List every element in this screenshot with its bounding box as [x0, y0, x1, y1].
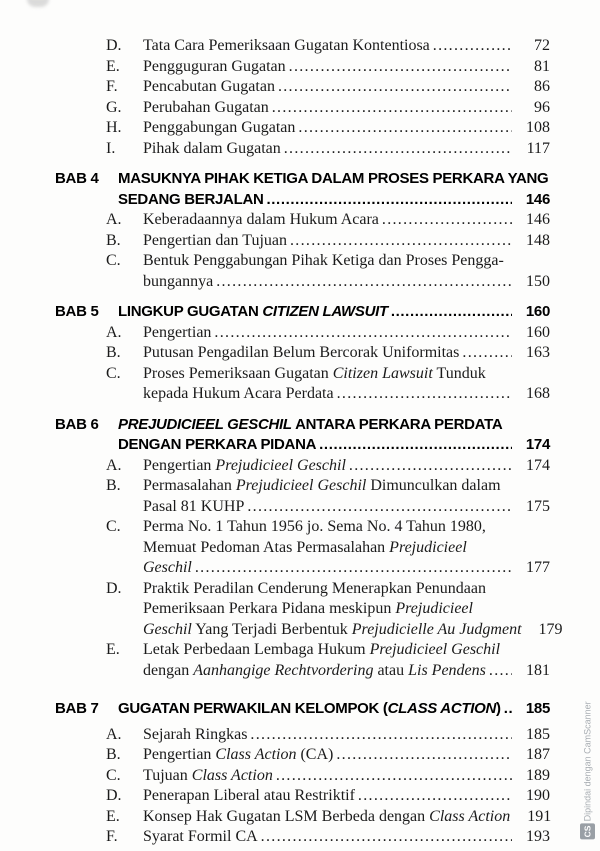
entry-letter: B.	[106, 477, 121, 494]
toc-entry-line	[0, 364, 600, 385]
page-number: 191	[527, 807, 552, 825]
page-number: 148	[526, 231, 550, 249]
page-number: 160	[526, 323, 550, 341]
entry-text: Letak Perbedaan Lembaga Hukum Prejudicieel Geschil	[143, 641, 501, 658]
toc-entry-line	[0, 272, 600, 293]
dotted-leader	[216, 272, 512, 293]
entry-text: Pengguguran Gugatan	[143, 57, 286, 75]
page-number: 179	[538, 620, 563, 638]
dotted-leader	[358, 786, 512, 807]
entry-text: Pengertian Class Action (CA)	[143, 746, 334, 763]
page-number: 81	[534, 57, 550, 75]
chapter-heading	[0, 302, 600, 323]
dotted-leader	[289, 57, 512, 78]
chapter-items	[0, 725, 600, 848]
entry-letter: A.	[106, 211, 122, 228]
dotted-leader	[382, 210, 512, 231]
chapter-items	[0, 210, 600, 292]
page-number: 185	[525, 700, 550, 717]
entry-text: Putusan Pengadilan Belum Bercorak Uniformitas	[143, 344, 460, 361]
dotted-leader	[267, 190, 512, 211]
entry-text: Pencabutan Gugatan	[143, 78, 275, 95]
entry-text: Perubahan Gugatan	[143, 98, 269, 116]
toc-entry-line	[0, 476, 600, 497]
chapter-heading-line	[0, 190, 600, 211]
entry-text: Pengertian Prejudicieel Geschil	[143, 456, 346, 474]
entry-letter: B.	[106, 344, 121, 361]
page-number: 160	[525, 303, 550, 320]
page-number: 185	[526, 725, 550, 743]
toc-entry-line	[0, 57, 600, 78]
entry-text: Perma No. 1 Tahun 1956 jo. Sema No. 4 Tahun 1980,	[143, 518, 486, 535]
page-number: 146	[525, 190, 550, 208]
entry-letter: D.	[106, 787, 122, 804]
entry-text: Pengertian dan Tujuan	[143, 231, 287, 249]
entry-text: Penerapan Liberal atau Restriktif	[143, 787, 355, 804]
entry-letter: G.	[106, 98, 122, 116]
entry-text: GUGATAN PERWAKILAN KELOMPOK (CLASS ACTION)	[118, 700, 501, 717]
toc-entry-line	[0, 599, 600, 620]
chapter-section	[0, 415, 600, 682]
page-number: 181	[526, 661, 550, 679]
dotted-leader	[336, 745, 512, 766]
toc-entry-line	[0, 538, 600, 559]
chapter-label: BAB 7	[55, 700, 99, 717]
chapter-heading-line	[0, 699, 600, 720]
toc-entry-line	[0, 456, 600, 477]
entry-letter: A.	[106, 725, 122, 743]
entry-letter: D.	[106, 37, 122, 54]
chapter-heading-line	[0, 435, 600, 456]
chapter-heading	[0, 699, 600, 720]
entry-text: DENGAN PERKARA PIDANA	[118, 436, 317, 453]
entry-text: dengan Aanhangige Rechtvordering atau Lis Pendens	[143, 661, 486, 679]
dotted-leader	[247, 497, 512, 518]
entry-text: Konsep Hak Gugatan LSM Berbeda dengan Class Action	[143, 807, 511, 825]
entry-letter: A.	[106, 323, 122, 341]
dotted-leader	[433, 36, 512, 57]
page-number: 150	[526, 272, 550, 290]
chapter-section	[0, 302, 600, 405]
toc-entry-line	[0, 118, 600, 139]
entry-text: Geschil	[143, 559, 192, 576]
page-number: 187	[526, 746, 550, 763]
chapter-label: BAB 4	[55, 170, 99, 187]
chapter-section	[0, 699, 600, 848]
dotted-leader	[319, 435, 512, 456]
entry-letter: B.	[106, 231, 121, 249]
entry-text: Syarat Formil CA	[143, 828, 258, 845]
camscanner-logo-icon: CS	[580, 823, 595, 839]
toc-item-group	[0, 36, 600, 159]
toc-entry-line	[0, 766, 600, 787]
dotted-leader	[278, 77, 512, 98]
entry-text: Memuat Pedoman Atas Permasalahan Prejudicieel	[143, 538, 467, 556]
chapter-items	[0, 456, 600, 682]
toc-entry-line	[0, 139, 600, 160]
page-number: 146	[526, 211, 550, 228]
chapter-section	[0, 169, 600, 292]
chapter-heading-line	[0, 302, 600, 323]
entry-text: Pemeriksaan Perkara Pidana meskipun Prejudicieel	[143, 600, 473, 617]
page-number: 174	[525, 436, 550, 453]
page-number: 86	[534, 78, 550, 95]
chapter-items	[0, 36, 600, 159]
toc-entry-line	[0, 807, 600, 828]
dotted-leader	[337, 384, 512, 405]
page-number: 163	[526, 344, 550, 361]
entry-text: Pengertian	[143, 323, 212, 341]
entry-letter: A.	[106, 456, 122, 474]
chapter-heading-line	[0, 169, 600, 190]
toc-entry-line	[0, 36, 600, 57]
entry-letter: C.	[106, 766, 121, 784]
entry-letter: E.	[106, 57, 120, 75]
camscanner-watermark-text: Dipindai dengan CamScanner	[582, 700, 593, 821]
dotted-leader	[489, 661, 512, 682]
toc-entry-line	[0, 745, 600, 766]
toc-entry-line	[0, 323, 600, 344]
toc-entry-line	[0, 497, 600, 518]
toc-entry-line	[0, 620, 600, 641]
toc-entry-line	[0, 231, 600, 252]
entry-text: SEDANG BERJALAN	[118, 190, 264, 208]
chapter-label: BAB 6	[55, 415, 99, 433]
dotted-leader	[272, 98, 512, 119]
toc-entry-line	[0, 210, 600, 231]
entry-text: Keberadaannya dalam Hukum Acara	[143, 211, 379, 228]
entry-text: Tata Cara Pemeriksaan Gugatan Kontentiosa	[143, 37, 430, 54]
entry-text: Praktik Peradilan Cenderung Menerapkan Penundaan	[143, 579, 487, 597]
page-number: 193	[526, 828, 550, 845]
toc-entry-line	[0, 725, 600, 746]
chapter-label: BAB 5	[55, 303, 99, 320]
entry-text: LINGKUP GUGATAN CITIZEN LAWSUIT	[118, 303, 388, 320]
toc-entry-line	[0, 251, 600, 272]
toc-entry-line	[0, 98, 600, 119]
toc-entry-line	[0, 517, 600, 538]
entry-text: MASUKNYA PIHAK KETIGA DALAM PROSES PERKARA YANG	[118, 170, 549, 187]
dotted-leader	[195, 558, 512, 579]
chapter-items	[0, 323, 600, 405]
toc-entry-line	[0, 343, 600, 364]
toc-entry-line	[0, 786, 600, 807]
entry-letter: F.	[106, 78, 118, 95]
chapter-heading	[0, 169, 600, 210]
entry-letter: D.	[106, 579, 122, 597]
entry-letter: F.	[106, 828, 118, 845]
dotted-leader	[504, 699, 512, 720]
entry-letter: I.	[106, 139, 116, 157]
page-number: 96	[534, 98, 550, 116]
entry-letter: E.	[106, 641, 120, 658]
dotted-leader	[462, 343, 512, 364]
toc-entry-line	[0, 77, 600, 98]
entry-letter: C.	[106, 252, 121, 269]
toc-entry-line	[0, 579, 600, 600]
entry-text: Pasal 81 KUHP	[143, 497, 245, 515]
dotted-leader	[391, 302, 512, 323]
entry-letter: C.	[106, 518, 121, 535]
toc-entry-line	[0, 827, 600, 848]
entry-text: Proses Pemeriksaan Gugatan Citizen Lawsuit Tunduk	[143, 364, 486, 382]
chapter-heading	[0, 415, 600, 456]
dotted-leader	[276, 766, 512, 787]
page-number: 189	[526, 766, 550, 784]
entry-text: Bentuk Penggabungan Pihak Ketiga dan Proses Pengga-	[143, 252, 504, 269]
dotted-leader	[298, 118, 512, 139]
page-number: 177	[526, 559, 550, 576]
page-number: 72	[534, 37, 550, 54]
dotted-leader	[290, 231, 512, 252]
dotted-leader	[261, 827, 512, 848]
entry-text: Pihak dalam Gugatan	[143, 139, 281, 157]
dotted-leader	[349, 456, 512, 477]
entry-text: PREJUDICIEEL GESCHIL ANTARA PERKARA PERDATA	[118, 415, 503, 433]
entry-text: Sejarah Ringkas	[143, 725, 248, 743]
entry-text: Geschil Yang Terjadi Berbentuk Prejudicielle Au Judgment	[143, 620, 522, 638]
entry-letter: E.	[106, 807, 120, 825]
entry-text: kepada Hukum Acara Perdata	[143, 385, 334, 402]
toc-entry-line	[0, 640, 600, 661]
toc-entry-line	[0, 384, 600, 405]
entry-text: Tujuan Class Action	[143, 766, 273, 784]
dotted-leader	[214, 323, 512, 344]
page-number: 174	[526, 456, 550, 474]
entry-text: Permasalahan Prejudicieel Geschil Dimunculkan dalam	[143, 477, 501, 494]
entry-letter: H.	[106, 119, 122, 136]
entry-text: Penggabungan Gugatan	[143, 119, 296, 136]
page-number: 117	[526, 139, 550, 157]
chapter-heading-line	[0, 415, 600, 436]
camscanner-watermark	[580, 701, 595, 839]
dotted-leader	[284, 139, 512, 160]
toc-entry-line	[0, 661, 600, 682]
dotted-leader	[250, 725, 512, 746]
scan-artifact-smudge	[27, 0, 49, 7]
page-number: 190	[526, 787, 550, 804]
entry-letter: C.	[106, 364, 121, 382]
page-number: 175	[526, 497, 550, 515]
page-number: 108	[526, 119, 550, 136]
toc-entry-line	[0, 558, 600, 579]
page-number: 168	[526, 385, 550, 402]
entry-letter: B.	[106, 746, 121, 763]
entry-text: bungannya	[143, 272, 214, 290]
table-of-contents	[0, 36, 600, 848]
